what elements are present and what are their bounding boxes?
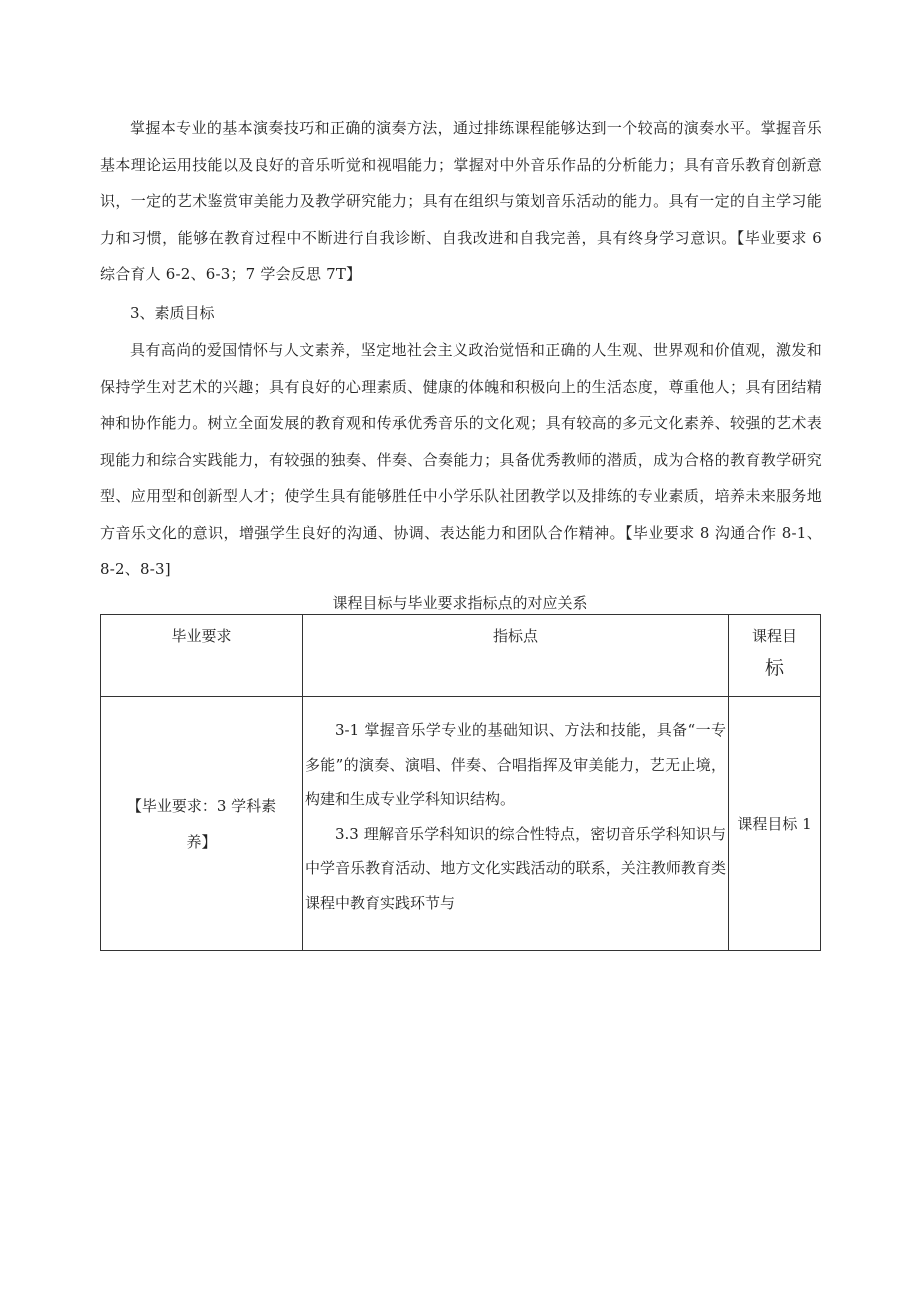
row-requirement-line2: 养】 <box>186 832 217 851</box>
row-requirement-line1: 【毕业要求：3 学科素 <box>126 796 277 815</box>
row-goal-label: 课程目标 1 <box>737 814 812 833</box>
row-requirement-cell <box>101 697 303 951</box>
indicator-3-1: 3-1 掌握音乐学专业的基础知识、方法和技能，具备“一专多能”的演奏、演唱、伴奏、合唱指挥及审美能力，艺无止境，构建和生成专业学科知识结构。 <box>305 721 726 808</box>
row-indicator-cell <box>303 697 729 951</box>
header-goal <box>729 615 821 697</box>
header-indicator-label: 指标点 <box>492 627 538 645</box>
quality-goal-paragraph: 具有高尚的爱国情怀与人文素养，坚定地社会主义政治觉悟和正确的人生观、世界观和价值观，激发和保持学生对艺术的兴趣；具有良好的心理素质、健康的体魄和积极向上的生活态度，尊重他人；具有团结精神和协作能力。树立全面发展的教育观和传承优秀音乐的文化观；具有较高的多元文化素养、较强的艺术表现能力和综合实践能力，有较强的独奏、伴奏、合奏能力；具备优秀教师的潜质，成为合格的教育教学研究型、应用型和创新型人才；使学生具有能够胜任中小学乐队社团教学以及排练的专业素质，培养未来服务地方音乐文化的意识，增强学生良好的沟通、协调、表达能力和团队合作精神。【毕业要求 8 沟通合作 8-1、8-2、8-3] <box>100 341 822 578</box>
table-header-row <box>101 615 821 697</box>
indicator-3-3: 3.3 理解音乐学科知识的综合性特点，密切音乐学科知识与中学音乐教育活动、地方文化实践活动的联系，关注教师教育类课程中教育实践环节与 <box>305 824 726 912</box>
quality-goal-heading: 3、素质目标 <box>130 304 215 322</box>
header-requirement-label: 毕业要求 <box>171 627 232 645</box>
table-row <box>101 697 821 951</box>
header-goal-line2: 标 <box>764 657 784 679</box>
row-goal-cell <box>729 697 821 951</box>
ability-goal-paragraph: 掌握本专业的基本演奏技巧和正确的演奏方法，通过排练课程能够达到一个较高的演奏水平。掌握音乐基本理论运用技能以及良好的音乐听觉和视唱能力；掌握对中外音乐作品的分析能力；具有音乐教育创新意识，一定的艺术鉴赏审美能力及教学研究能力；具有在组织与策划音乐活动的能力。具有一定的自主学习能力和习惯，能够在教育过程中不断进行自我诊断、自我改进和自我完善，具有终身学习意识。【毕业要求 6 综合育人 6-2、6-3；7 学会反思 7T】 <box>100 119 822 283</box>
header-requirement <box>101 615 303 697</box>
table-caption: 课程目标与毕业要求指标点的对应关系 <box>332 594 588 612</box>
header-indicator <box>303 615 729 697</box>
header-goal-line1: 课程目 <box>751 627 797 645</box>
mapping-table <box>100 614 821 951</box>
